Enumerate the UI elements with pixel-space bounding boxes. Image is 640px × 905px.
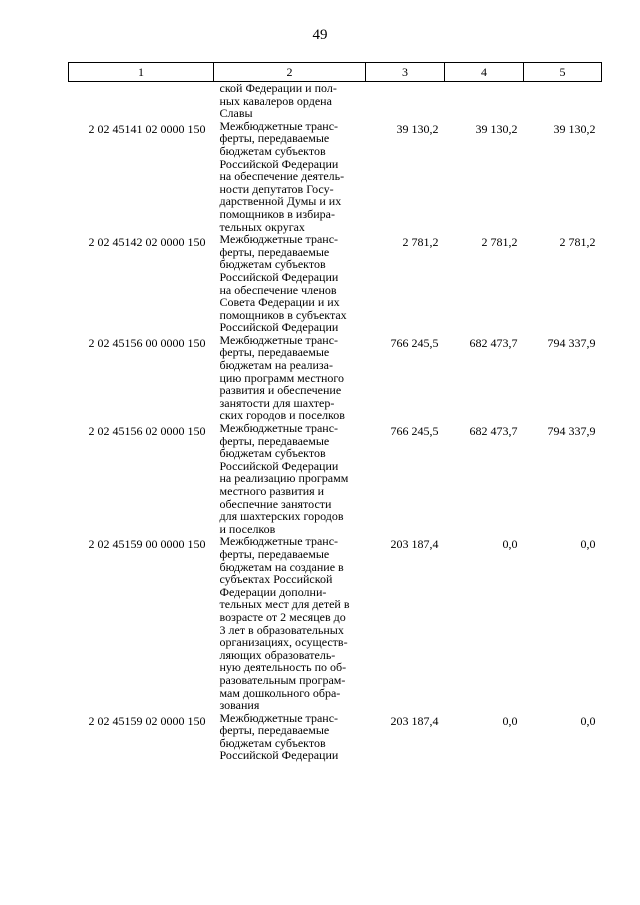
value-col-4: 39 130,2 (475, 121, 518, 136)
header-col-3: 3 (366, 63, 445, 82)
budget-code: 2 02 45159 00 0000 150 (88, 537, 206, 552)
value-col-3: 203 187,4 (390, 713, 439, 728)
continuation-row (69, 82, 602, 120)
header-col-2: 2 (214, 63, 366, 82)
header-col-4: 4 (445, 63, 524, 82)
value-col-5: 2 781,2 (559, 235, 596, 250)
value-col-3: 766 245,5 (390, 335, 439, 350)
value-col-4: 0,0 (502, 713, 518, 728)
value-col-4: 682 473,7 (469, 424, 518, 439)
budget-code: 2 02 45142 02 0000 150 (88, 235, 206, 250)
value-col-5: 794 337,9 (547, 424, 596, 439)
row-description: Межбюджетные транс- ферты, передаваемые бюджетам субъектов Российской Федерации на обеспечение деятель- ности депутатов Госу- дарственной Думы и их помощников в избира- тельных округах (219, 118, 345, 234)
header-col-5: 5 (524, 63, 602, 82)
value-col-4: 2 781,2 (481, 235, 518, 250)
row-description: Межбюджетные транс- ферты, передаваемые бюджетам субъектов Российской Федерации на обеспечение членов Совета Федерации и их помощников в субъектах Российской Федерации (219, 232, 347, 335)
value-col-3: 39 130,2 (396, 121, 439, 136)
budget-code: 2 02 45141 02 0000 150 (88, 121, 206, 136)
table-header (69, 63, 602, 82)
budget-table (68, 62, 602, 762)
table-row (69, 712, 602, 762)
value-col-3: 766 245,5 (390, 424, 439, 439)
header-col-1: 1 (69, 63, 214, 82)
table-row (69, 535, 602, 711)
value-col-4: 0,0 (502, 537, 518, 552)
table-body (69, 82, 602, 763)
value-col-4: 682 473,7 (469, 335, 518, 350)
value-col-5: 794 337,9 (547, 335, 596, 350)
row-description: Межбюджетные транс- ферты, передаваемые бюджетам на создание в субъектах Российской Федерации дополни- тельных мест для детей в возрасте от 2 месяцев до 3 лет в образовательных организациях, осуществ- ляющих образователь- ную деятельность по об- разовательным програм- мам дошкольного обра- зования (219, 534, 350, 713)
row-description: Межбюджетные транс- ферты, передаваемые бюджетам субъектов Российской Федерации на реализацию программ местного развития и обеспечние занятости для шахтерских городов и поселков (219, 421, 349, 536)
row-description: Межбюджетные транс- ферты, передаваемые бюджетам субъектов Российской Федерации (219, 710, 339, 763)
value-col-3: 2 781,2 (402, 235, 439, 250)
continuation-text: ской Федерации и пол- ных кавалеров ордена Славы (219, 81, 337, 121)
row-description: Межбюджетные транс- ферты, передаваемые бюджетам на реализа- цию программ местного развития и обеспечение занятости для шахтер- ских городов и поселков (219, 332, 345, 423)
budget-code: 2 02 45156 02 0000 150 (88, 424, 206, 439)
table-row (69, 334, 602, 422)
budget-code: 2 02 45159 02 0000 150 (88, 713, 206, 728)
budget-code: 2 02 45156 00 0000 150 (88, 335, 206, 350)
table-row (69, 120, 602, 233)
value-col-5: 0,0 (580, 713, 596, 728)
table-row (69, 422, 602, 535)
value-col-5: 0,0 (580, 537, 596, 552)
value-col-3: 203 187,4 (390, 537, 439, 552)
value-col-5: 39 130,2 (553, 121, 596, 136)
page-number: 49 (312, 27, 328, 43)
table-row (69, 233, 602, 334)
